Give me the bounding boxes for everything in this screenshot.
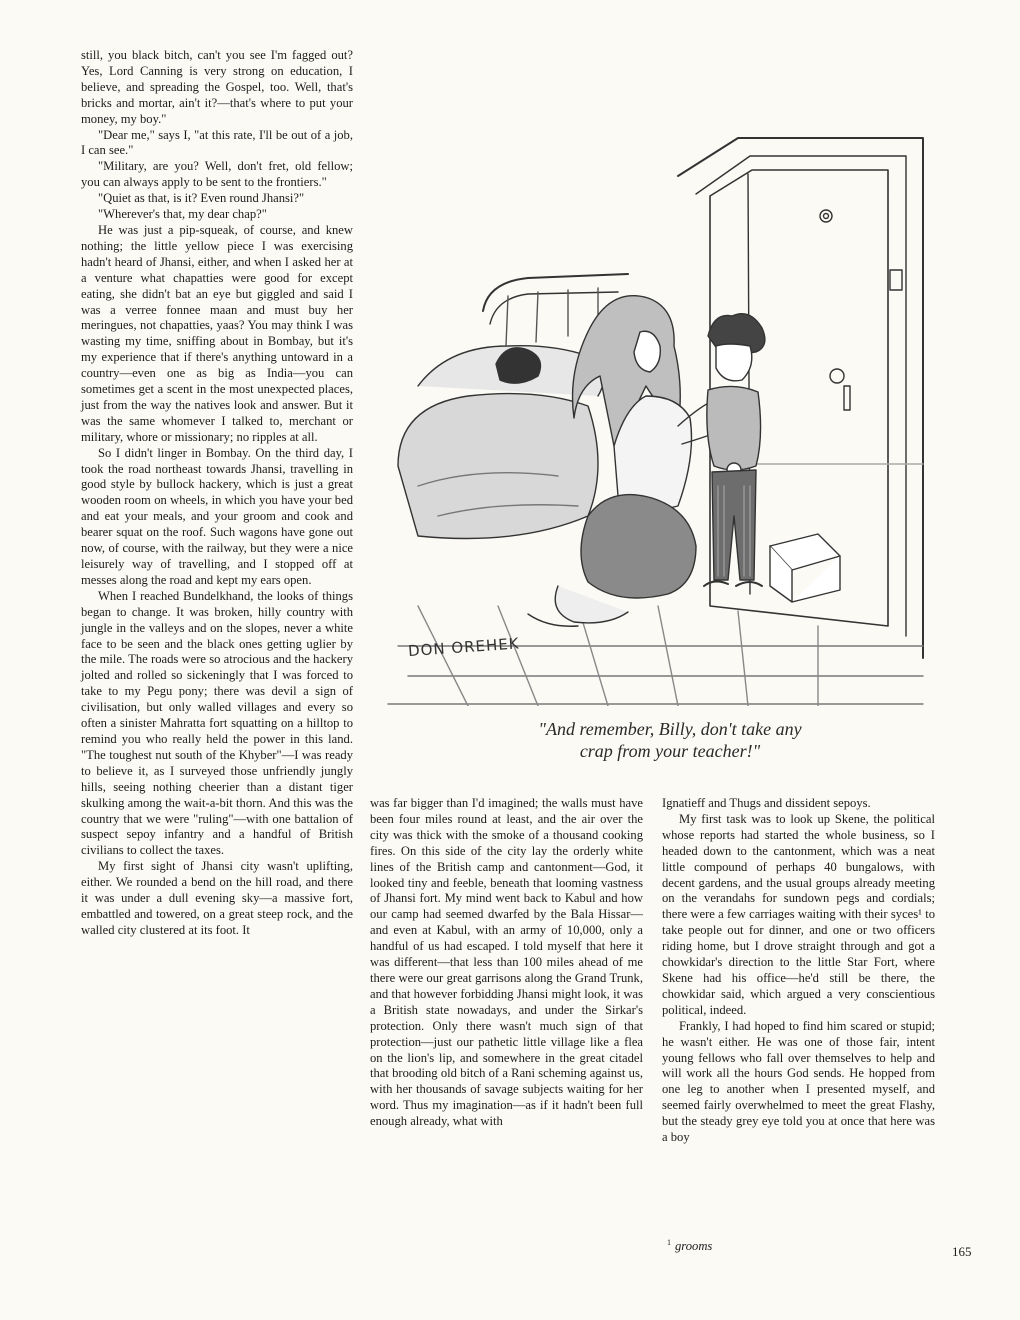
paragraph: still, you black bitch, can't you see I'm fagged out? Yes, Lord Canning is very strong on education, I believe, and spreading the Gospel, too. Well, that's bricks and mortar, ain't it?—that's where to put your money, my boy." [81,48,353,126]
caption-line: crap from your teacher!" [579,741,761,761]
paragraph: My first task was to look up Skene, the political whose reports had started the whole business, so I headed down to the cantonment, which was a neat little compound of perhaps 40 bungalows, with decent gardens, and the usual groups already meeting on the verandahs for sundown pegs and cordials; there were a few carriages waiting with their syces¹ to take people out for dinner, and one or two officers riding home, but I drove straight through and got a chowkidar's direction to the little Star Fort, where Skene had his office—he'd still be there, the chowkidar said, which argued a very conscientious political, indeed. [662,811,935,1017]
text-column-3 [662,796,935,1146]
cartoon-caption [460,718,880,762]
page-number: 165 [952,1244,972,1259]
paragraph: "Wherever's that, my dear chap?" [98,207,267,222]
paragraph: "Quiet as that, is it? Even round Jhansi?" [98,191,305,206]
paragraph: Frankly, I had hoped to find him scared or stupid; he wasn't either. He was one of those fair, intent young fellows who fall over themselves to help and will work all the hours God sends. He hopped from one leg to another when I presented myself, and seemed fairly overwhelmed to meet the great Flashy, but the steady grey eye told you at once that here was a boy [662,1018,935,1145]
footnote-text: grooms [675,1239,713,1254]
paragraph: He was just a pip-squeak, of course, and knew nothing; the little yellow piece I was exercising hadn't heard of Jhansi, either, and when I asked her at a venture what chapatties were good for except eating, she didn't bat an eye but giggled and said I was a verree fonnee maan and must buy her meringues, not chapatties, yaas? You may think I was wasting my time, sniffing about in Bombay, but it's my experience that if there's anything untoward in a country—even one as big as India—you can sometimes get a scent in the most unexpected places, just from the way the natives look and answer. But it was the same whomever I talked to, merchant or military, whore or missionary; no ripples at all. [81,222,353,444]
paragraph: "Dear me," says I, "at this rate, I'll be out of a job, I can see." [81,127,353,158]
text-column-1 [81,48,353,939]
footnote [667,1238,712,1254]
cartoon-illustration [378,46,938,706]
cartoon-drawing [378,46,938,706]
paragraph: So I didn't linger in Bombay. On the third day, I took the road northeast towards Jhansi, travelling in good style by bullock hackery, which is just a great wooden room on wheels, in which you have your bed and eat your meals, and your groom and cook and bearer squat on the roof. Such wagons have gone out now, of course, with the railway, but they were a nice leisurely way of travelling, and I stopped off at messes along the road and kept my ears open. [81,445,353,587]
paragraph: "Military, are you? Well, don't fret, old fellow; you can always apply to be sent to the frontiers." [81,159,353,190]
paragraph: My first sight of Jhansi city wasn't uplifting, either. We rounded a bend on the hill road, and there it was under a dull evening sky—a massive fort, embattled and towered, on a great steep rock, and the walled city clustered at its foot. It [81,859,353,937]
artist-signature: DON OREHEK [407,634,521,661]
paragraph: was far bigger than I'd imagined; the walls must have been four miles round at least, and the air over the city was thick with the smoke of a thousand cooking fires. On this side of the city lay the orderly white lines of the British camp and cantonment—God, it looked tiny and feeble, beneath that looming vastness of Jhansi fort. My mind went back to Kabul and how our camp had seemed dwarfed by the Bala Hissar—and even at Kabul, with an army of 10,000, only a handful of us had escaped. I told myself that here it was different—that less than 100 miles ahead of me there were our great garrisons along the Grand Trunk, and that however forbidding Jhansi might look, it was a British state nowadays, and under the Sirkar's protection. Only there wasn't much sign of that protection—just our pathetic little village like a flea on the lion's lip, and somewhere in the great citadel that brooding old bitch of a Rani scheming against us, with her thousands of savage subjects waiting for her word. Thus my imagination—as if it hadn't been full enough already, what with [370,796,643,1129]
paragraph: When I reached Bundelkhand, the looks of things began to change. It was broken, hilly country with jungle in the valleys and on the slopes, never a white face to be seen and the black ones getting uglier by the mile. The roads were so atrocious and the hackery jolted and rolled so sickeningly that I was forced to take to my Pegu pony; there was devil a sign of civilisation, but only walled villages and every so often a sinister Mahratta fort squatting on a hilltop to remind you who really held the power in this land. "The toughest nut south of the Khyber"—I was ready to believe it, as I surveyed those unfriendly jungly hills, seeing nothing cheerier than a distant tiger skulking among the wait-a-bit thorn. And this was the country that we were "ruling"—with one battalion of suspect sepoy infantry and a handful of British civilians to collect the taxes. [81,588,353,858]
caption-line: "And remember, Billy, don't take any [538,719,802,739]
paragraph: Ignatieff and Thugs and dissident sepoys. [662,796,871,810]
footnote-marker: 1 [667,1238,671,1247]
text-column-2 [370,796,643,1130]
